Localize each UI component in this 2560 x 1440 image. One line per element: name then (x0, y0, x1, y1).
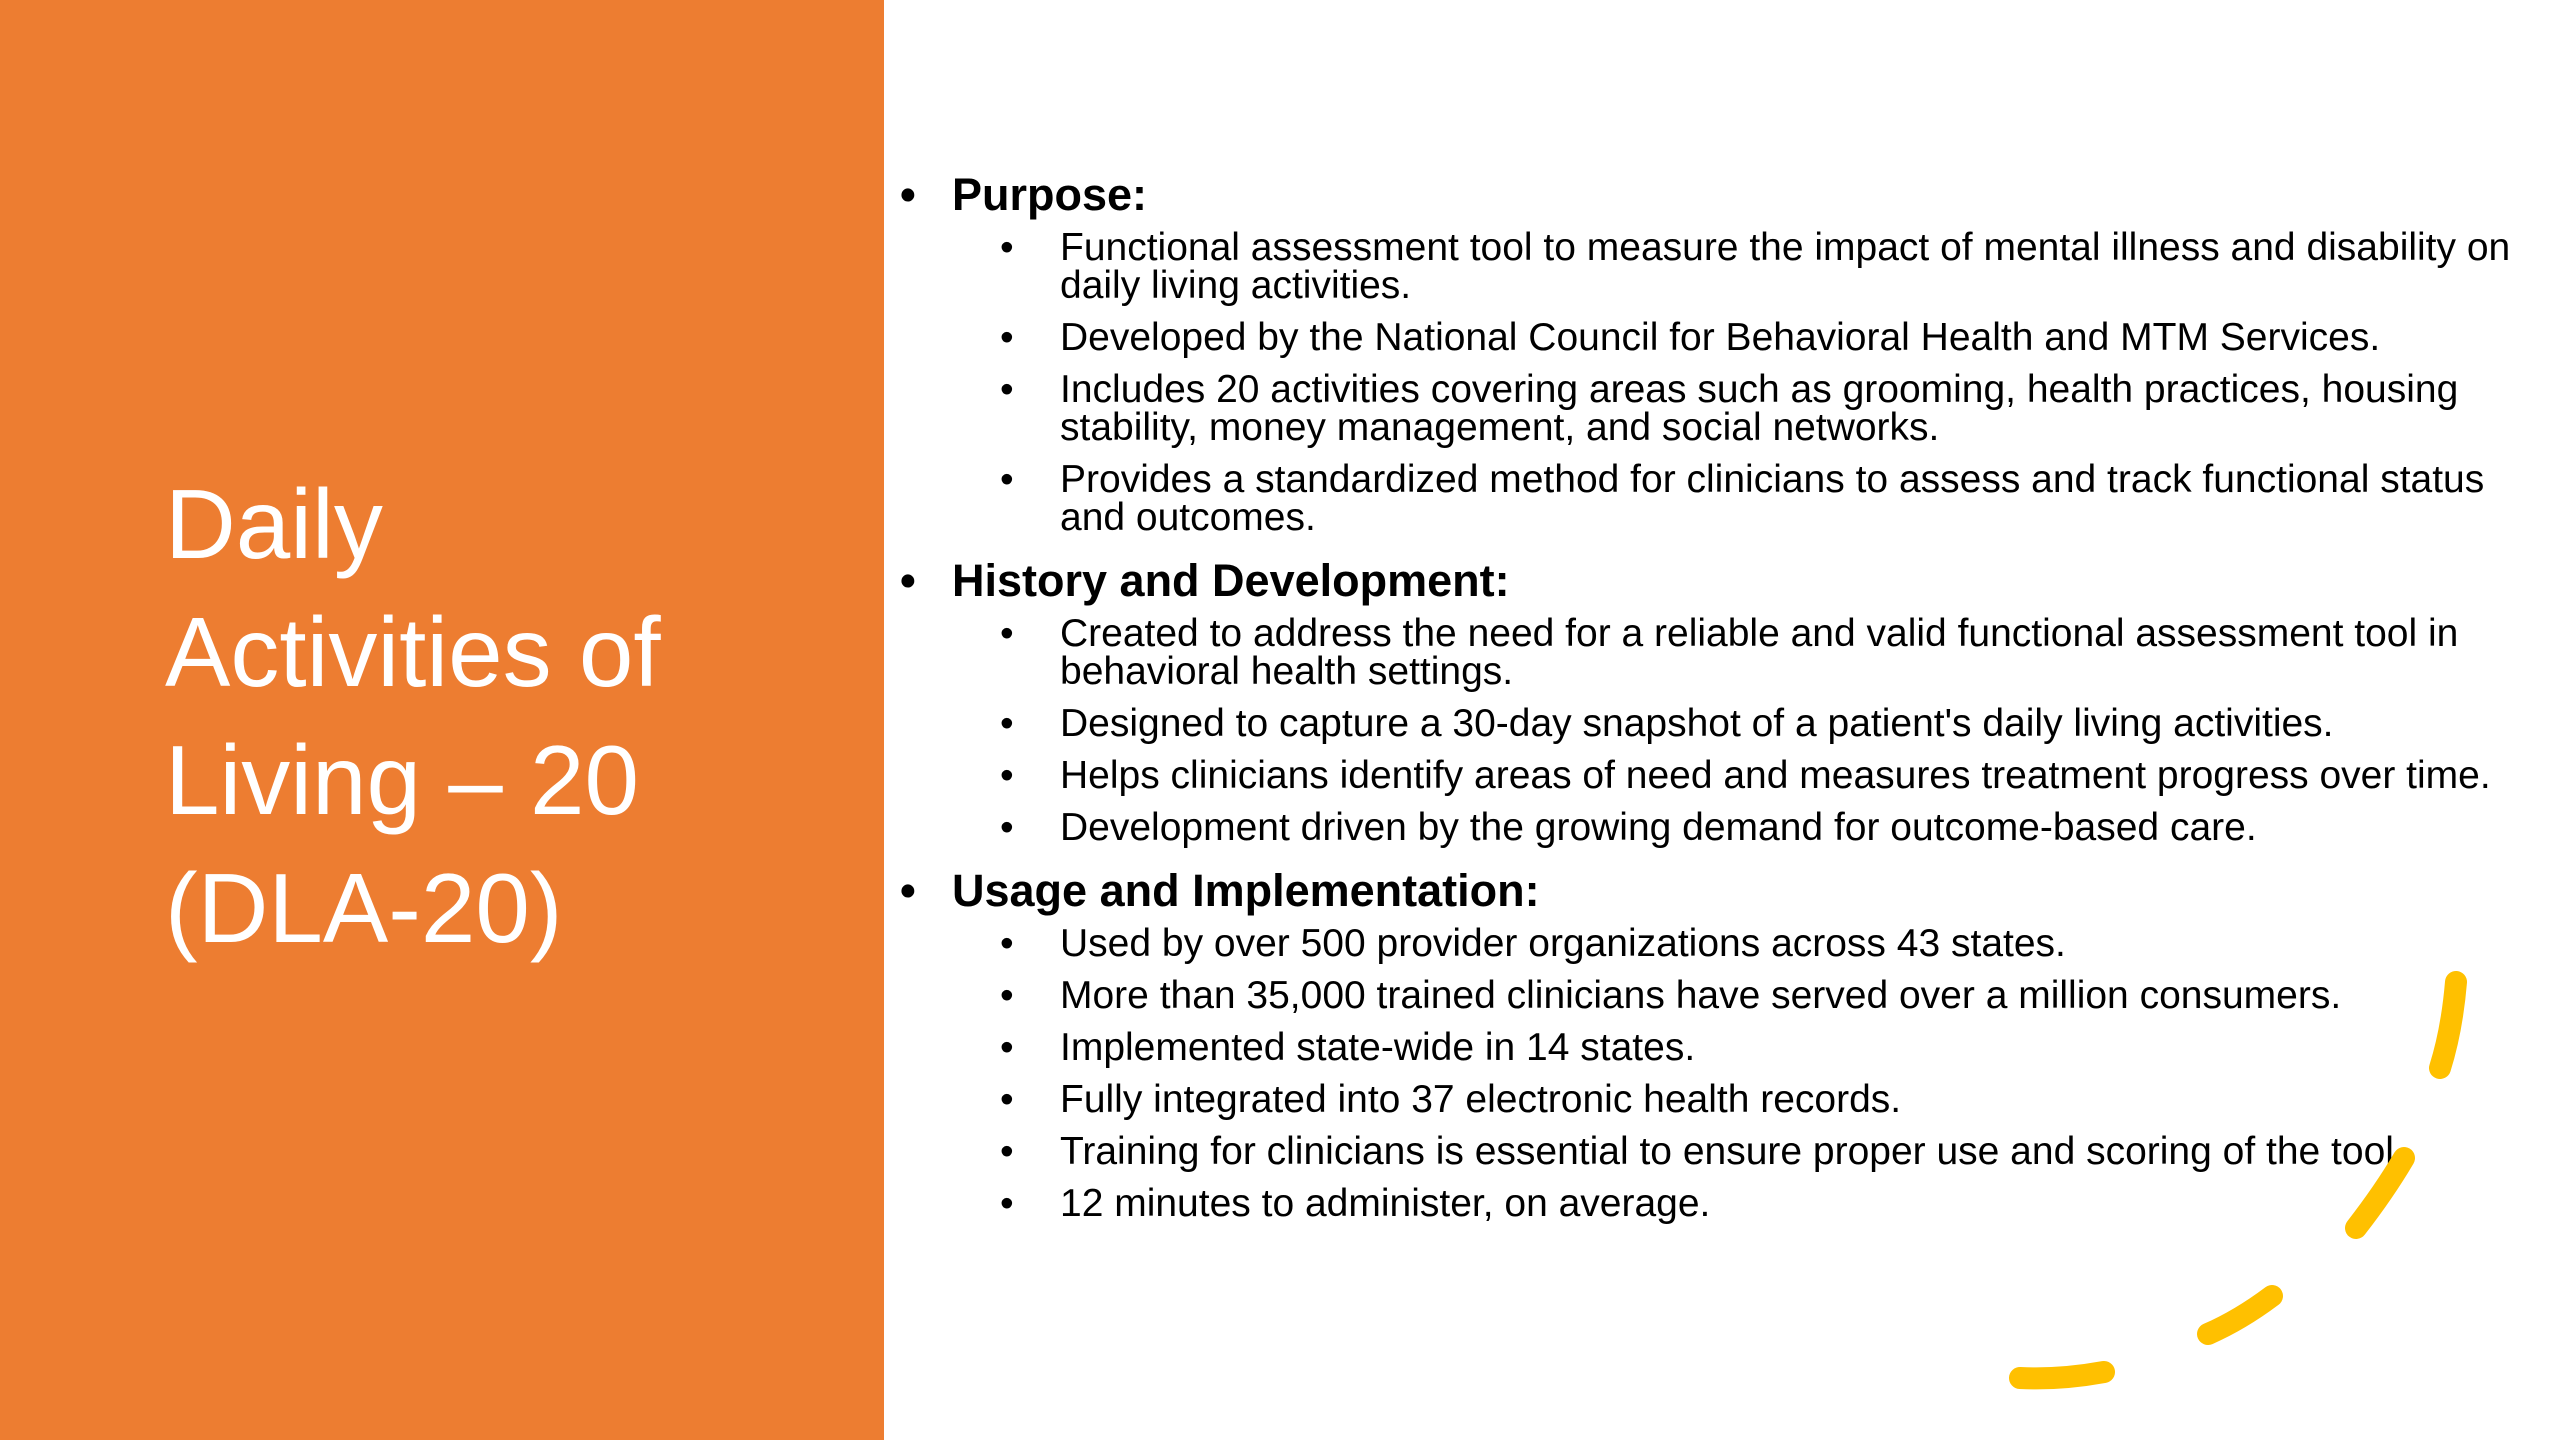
section-header: • Usage and Implementation: (900, 861, 2520, 921)
bullet-text: • Includes 20 activities covering areas such as grooming, health practices, housing stability, money management, and social networks. (1060, 368, 2459, 449)
bullet-item (900, 226, 2520, 307)
bullet-text: • 12 minutes to administer, on average. (1060, 1182, 1711, 1225)
bullet-item (900, 1026, 2520, 1069)
bullet-text: • Used by over 500 provider organizations across 43 states. (1060, 922, 2066, 965)
bullet-item (900, 702, 2520, 745)
bullet-item (900, 612, 2520, 693)
bullet-item (900, 1078, 2520, 1121)
section-header: • Purpose: (900, 165, 2520, 225)
bullet-text: • Development driven by the growing demand for outcome-based care. (1060, 806, 2257, 849)
bullet-text: • Developed by the National Council for Behavioral Health and MTM Services. (1060, 316, 2381, 359)
slide-title-line: Daily (165, 469, 383, 579)
bullet-list (900, 922, 2520, 1225)
bullet-item (900, 368, 2520, 449)
bullet-item (900, 806, 2520, 849)
bullet-item (900, 974, 2520, 1017)
bullet-item (900, 1130, 2520, 1173)
bullet-item (900, 922, 2520, 965)
section-header: • History and Development: (900, 551, 2520, 611)
slide-title-line: Activities of (165, 597, 661, 707)
slide-title (165, 460, 805, 972)
bullet-text: • More than 35,000 trained clinicians have served over a million consumers. (1060, 974, 2342, 1017)
section-purpose (900, 165, 2520, 537)
bullet-list (900, 612, 2520, 849)
bullet-text: • Created to address the need for a reliable and valid functional assessment tool in behavioral health settings. (1060, 612, 2459, 693)
decorative-dash (2208, 1296, 2272, 1334)
bullet-text: • Provides a standardized method for clinicians to assess and track functional status and outcomes. (1060, 458, 2485, 539)
title-panel (0, 0, 884, 1440)
bullet-item (900, 458, 2520, 539)
bullet-item (900, 754, 2520, 797)
section-history (900, 551, 2520, 847)
bullet-text: • Functional assessment tool to measure the impact of mental illness and disability on daily living activities. (1060, 226, 2511, 307)
bullet-text: • Training for clinicians is essential to ensure proper use and scoring of the tool. (1060, 1130, 2405, 1173)
bullet-list (900, 226, 2520, 539)
bullet-text: • Fully integrated into 37 electronic health records. (1060, 1078, 1902, 1121)
bullet-text: • Implemented state-wide in 14 states. (1060, 1026, 1696, 1069)
slide-title-line: Living – 20 (165, 725, 640, 835)
slide-content (900, 165, 2520, 1237)
section-usage (900, 861, 2520, 1223)
slide-title-line: (DLA-20) (165, 853, 563, 963)
bullet-text: • Designed to capture a 30-day snapshot of a patient's daily living activities. (1060, 702, 2334, 745)
bullet-item (900, 316, 2520, 359)
bullet-item (900, 1182, 2520, 1225)
bullet-text: • Helps clinicians identify areas of need and measures treatment progress over time. (1060, 754, 2491, 797)
decorative-dash (2020, 1372, 2104, 1378)
